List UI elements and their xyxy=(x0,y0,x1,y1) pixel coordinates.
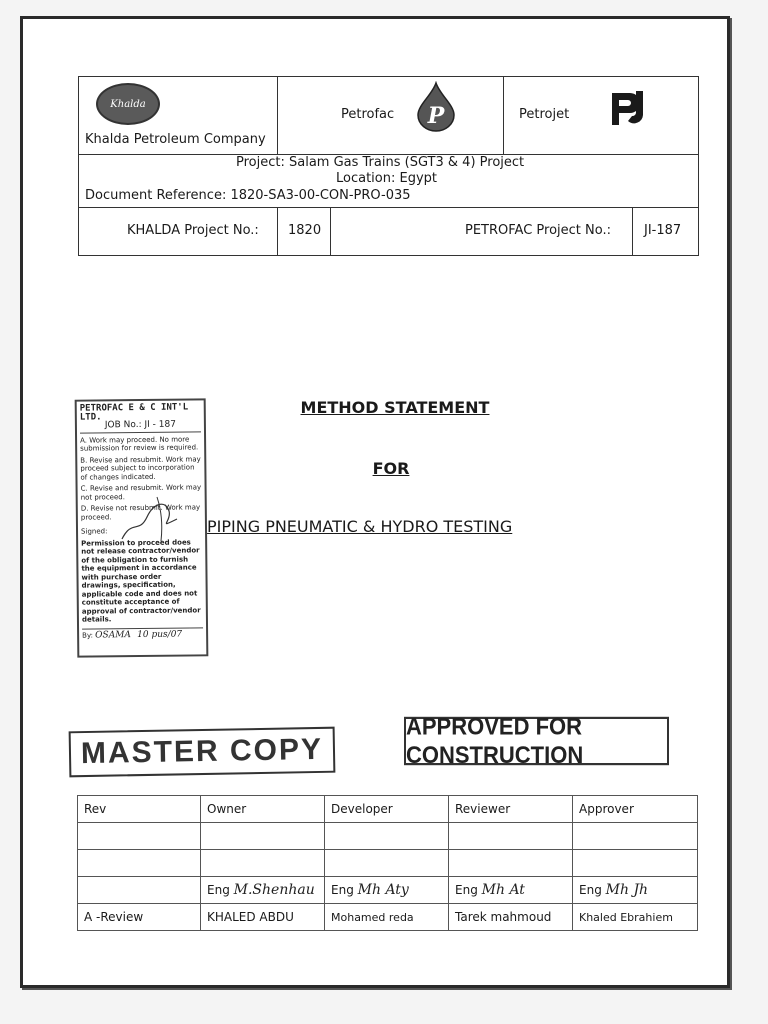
header-rev: Rev xyxy=(78,796,201,823)
petrofac-project-label: PETROFAC Project No.: xyxy=(465,223,611,238)
developer-signature: Mh Aty xyxy=(357,882,409,898)
table-row xyxy=(78,823,698,850)
table-header-row xyxy=(78,796,698,823)
location-line: Location: Egypt xyxy=(336,171,438,186)
developer-value: Mohamed reda xyxy=(325,904,449,931)
petrofac-name: Petrofac xyxy=(341,107,395,122)
header-owner: Owner xyxy=(201,796,325,823)
table-row xyxy=(78,850,698,877)
petrojet-logo xyxy=(608,87,648,131)
title-method-statement: METHOD STATEMENT xyxy=(300,398,490,417)
reviewer-signature: Mh At xyxy=(481,882,525,898)
approver-value: Khaled Ebrahiem xyxy=(573,904,698,931)
document-page xyxy=(20,16,730,988)
petrofac-project-number: JI-187 xyxy=(644,223,682,238)
reviewer-eng: Eng xyxy=(455,883,478,897)
owner-signature: M.Shenhau xyxy=(233,882,315,898)
developer-eng: Eng xyxy=(331,883,354,897)
header-developer: Developer xyxy=(325,796,449,823)
owner-value: KHALED ABDU xyxy=(201,904,325,931)
stamp-permission: Permission to proceed does not release contractor/vendor of the obligation to furnish the equipment in accordance with purchase order drawings, specification, applicable code and does not constitute acceptance of approval of contractor/vendor details. xyxy=(81,537,201,624)
khalda-project-label: KHALDA Project No.: xyxy=(127,223,259,238)
stamp-company: PETROFAC E & C INT'L LTD. xyxy=(79,402,189,423)
master-copy-stamp: MASTER COPY xyxy=(69,727,336,778)
table-row xyxy=(78,904,698,931)
stamp-option-a: A. Work may proceed. No more submission for review is required. xyxy=(80,434,199,453)
stamp-date-signature: 10 pus/07 xyxy=(137,629,183,640)
petrofac-logo xyxy=(414,81,458,133)
project-line: Project: Salam Gas Trains (SGT3 & 4) Project xyxy=(236,155,525,170)
rev-value: A -Review xyxy=(78,904,201,931)
reviewer-value: Tarek mahmoud xyxy=(449,904,573,931)
stamp-job-no: JOB No.: JI - 187 xyxy=(80,420,201,433)
khalda-logo: Khalda xyxy=(96,83,160,125)
stamp-option-d: D. Revise not resubmit. Work may proceed. xyxy=(80,503,201,522)
title-for: FOR xyxy=(372,459,410,478)
owner-eng: Eng xyxy=(207,883,230,897)
stamp-by-signature: OSAMA xyxy=(95,629,131,640)
khalda-project-number: 1820 xyxy=(288,223,322,238)
header-approver: Approver xyxy=(573,796,698,823)
stamp-option-c: C. Revise and resubmit. Work may not proceed. xyxy=(80,483,202,502)
stamp-signed: Signed: xyxy=(80,527,108,536)
svg-text:P: P xyxy=(427,103,445,129)
approver-signature: Mh Jh xyxy=(605,882,649,898)
company-name: Khalda Petroleum Company xyxy=(85,132,266,147)
approver-eng: Eng xyxy=(579,883,602,897)
stamp-by-row xyxy=(82,627,203,640)
signature-row xyxy=(78,877,698,904)
petrojet-name: Petrojet xyxy=(519,107,570,122)
revision-table xyxy=(77,795,698,931)
stamp-option-b: B. Revise and resubmit. Work may proceed subject to incorporation of changes indicated. xyxy=(80,454,201,482)
header-reviewer: Reviewer xyxy=(449,796,573,823)
approved-for-construction-stamp: APPROVED FOR CONSTRUCTION xyxy=(404,717,669,765)
title-piping-testing: PIPING PNEUMATIC & HYDRO TESTING xyxy=(207,517,513,536)
document-reference: Document Reference: 1820-SA3-00-CON-PRO-035 xyxy=(85,188,411,203)
stamp-signature-scribble xyxy=(117,489,187,549)
stamp-by: By: xyxy=(82,631,93,640)
document-header xyxy=(78,76,699,256)
